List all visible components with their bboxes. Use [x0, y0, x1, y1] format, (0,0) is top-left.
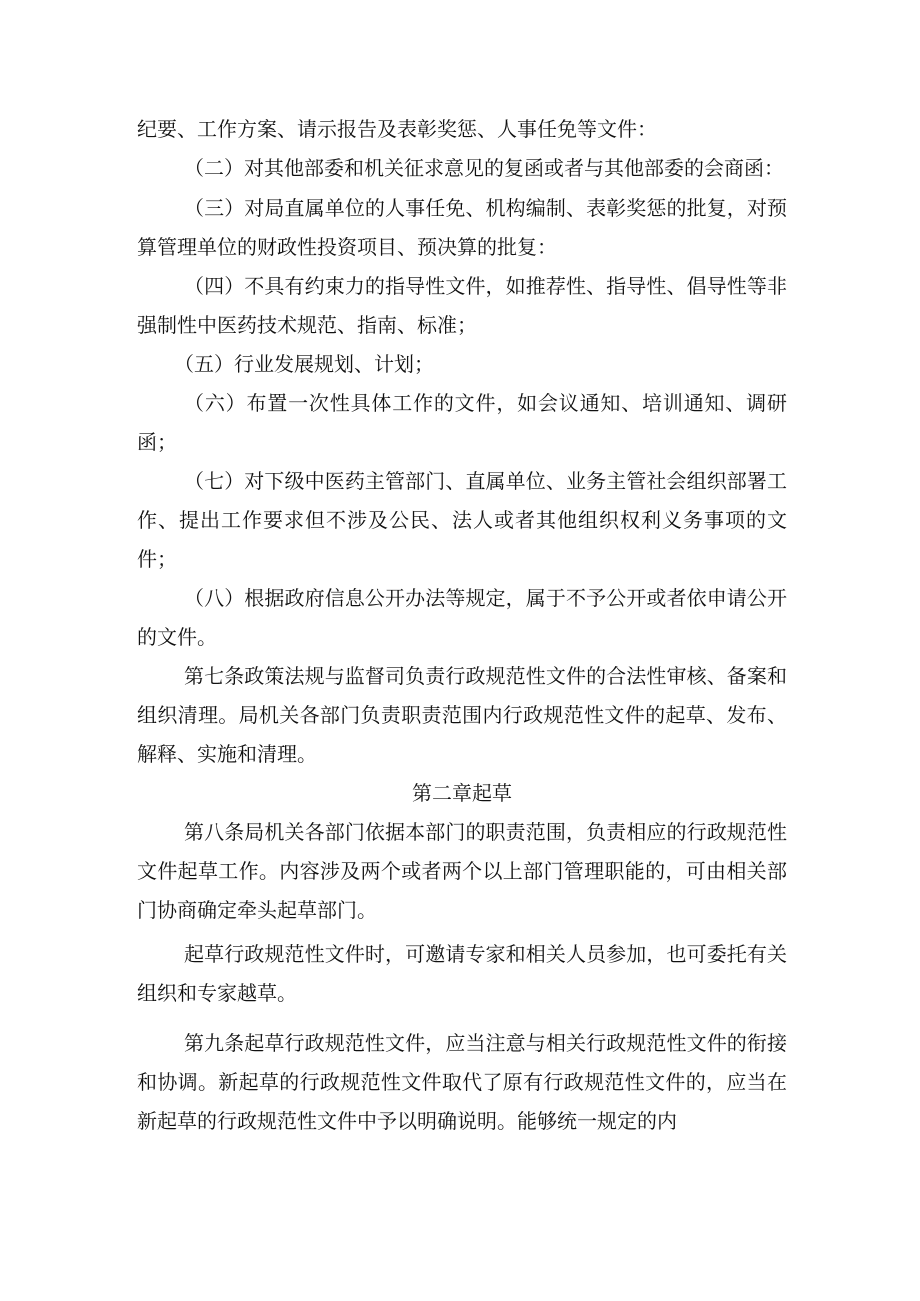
item-five: （五）行业发展规划、计划；	[174, 352, 434, 376]
article-seven: 第七条政策法规与监督司负责行政规范性文件的合法性审核、备案和组织清理。局机关各部门负责职责范围内行政规范性文件的起草、发布、解释、实施和清理。	[137, 664, 787, 766]
item-four: （四）不具有约束力的指导性文件，如推荐性、指导性、倡导性等非强制性中医药技术规范、指南、标准；	[137, 274, 787, 337]
item-three: （三）对局直属单位的人事任免、机构编制、表彰奖惩的批复，对预算管理单位的财政性投资项目、预决算的批复：	[137, 196, 787, 259]
paragraph-continuation: 纪要、工作方案、请示报告及表彰奖惩、人事任免等文件：	[137, 117, 657, 141]
item-six: （六）布置一次性具体工作的文件，如会议通知、培训通知、调研函；	[137, 391, 787, 454]
drafting-note: 起草行政规范性文件时，可邀请专家和相关人员参加，也可委托有关组织和专家越草。	[137, 942, 787, 1005]
chapter-title: 第二章起草	[412, 781, 512, 805]
document-body	[137, 110, 787, 1141]
article-eight: 第八条局机关各部门依据本部门的职责范围，负责相应的行政规范性文件起草工作。内容涉及两个或者两个以上部门管理职能的，可由相关部门协商确定牵头起草部门。	[137, 820, 787, 922]
item-eight: （八）根据政府信息公开办法等规定，属于不予公开或者依申请公开的文件。	[137, 586, 787, 649]
item-seven: （七）对下级中医药主管部门、直属单位、业务主管社会组织部署工作、提出工作要求但不涉及公民、法人或者其他组织权利义务事项的文件；	[137, 469, 787, 571]
article-nine: 第九条起草行政规范性文件，应当注意与相关行政规范性文件的衔接和协调。新起草的行政规范性文件取代了原有行政规范性文件的，应当在新起草的行政规范性文件中予以明确说明。能够统一规定的内	[137, 1031, 787, 1133]
item-two: （二）对其他部委和机关征求意见的复函或者与其他部委的会商函：	[184, 156, 784, 180]
